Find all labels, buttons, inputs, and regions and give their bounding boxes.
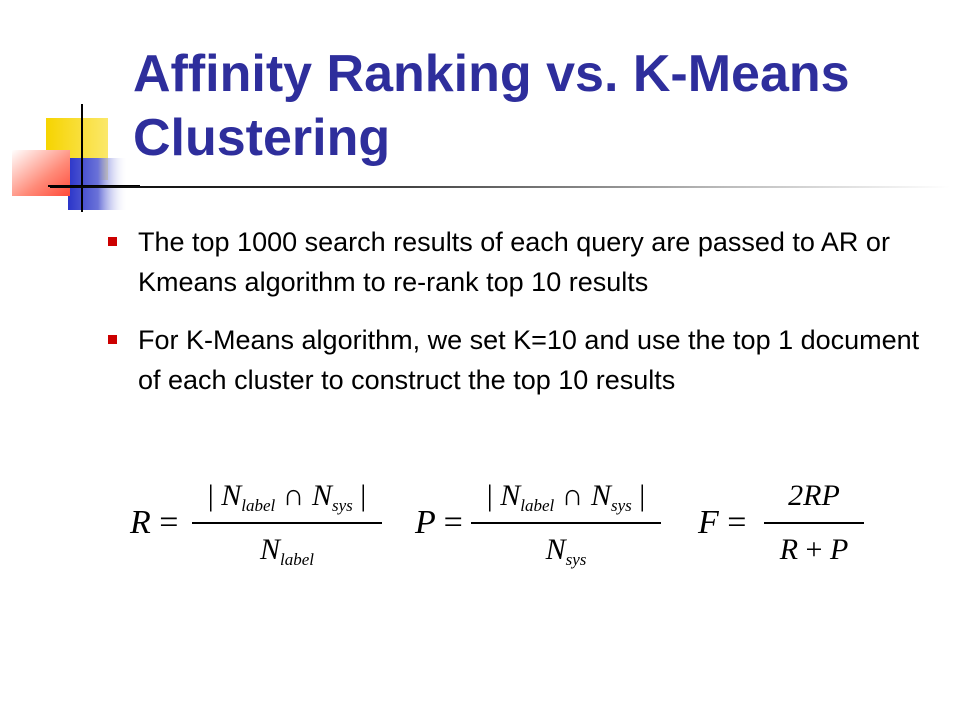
recall-numerator: | $N_{label}$ ∩ $N_{sys}$ |: [207, 479, 367, 515]
title-divider: [50, 186, 950, 188]
recall-fraction: [192, 474, 382, 574]
recall-denominator: $N_{label}$: [259, 533, 314, 569]
recall-fraction-bar: [192, 522, 382, 524]
bullet-square-icon: [108, 335, 117, 344]
bullet-list: [108, 222, 928, 416]
slide-title: Affinity Ranking vs. K-Means Clustering: [133, 45, 850, 167]
f-measure-formula: [698, 474, 868, 574]
bullet-square-icon: [108, 237, 117, 246]
f-measure-denominator: R + P: [779, 533, 849, 566]
recall-lhs: R =: [130, 504, 179, 541]
precision-denominator: $N_{sys}$: [545, 533, 587, 569]
precision-lhs: P =: [415, 504, 463, 541]
precision-fraction: [471, 474, 661, 574]
recall-formula: [130, 474, 385, 574]
bullet-item: [108, 222, 928, 302]
deco-red-square: [12, 150, 70, 196]
formula-image: [0, 462, 960, 582]
f-measure-lhs: F =: [698, 504, 747, 541]
bullet-text: For K-Means algorithm, we set K=10 and use the top 1 document of each cluster to construct the top 10 results: [138, 325, 920, 395]
f-measure-fraction: [764, 474, 864, 574]
bullet-item: [108, 320, 928, 398]
deco-blue-square: [68, 158, 128, 210]
precision-numerator: | $N_{label}$ ∩ $N_{sys}$ |: [486, 479, 646, 515]
f-measure-numerator: 2RP: [788, 479, 840, 512]
precision-fraction-bar: [471, 522, 661, 524]
f-measure-fraction-bar: [764, 522, 864, 524]
precision-formula: [415, 474, 665, 574]
bullet-text: The top 1000 search results of each query are passed to AR or Kmeans algorithm to re-rank top 10 results: [138, 227, 890, 297]
